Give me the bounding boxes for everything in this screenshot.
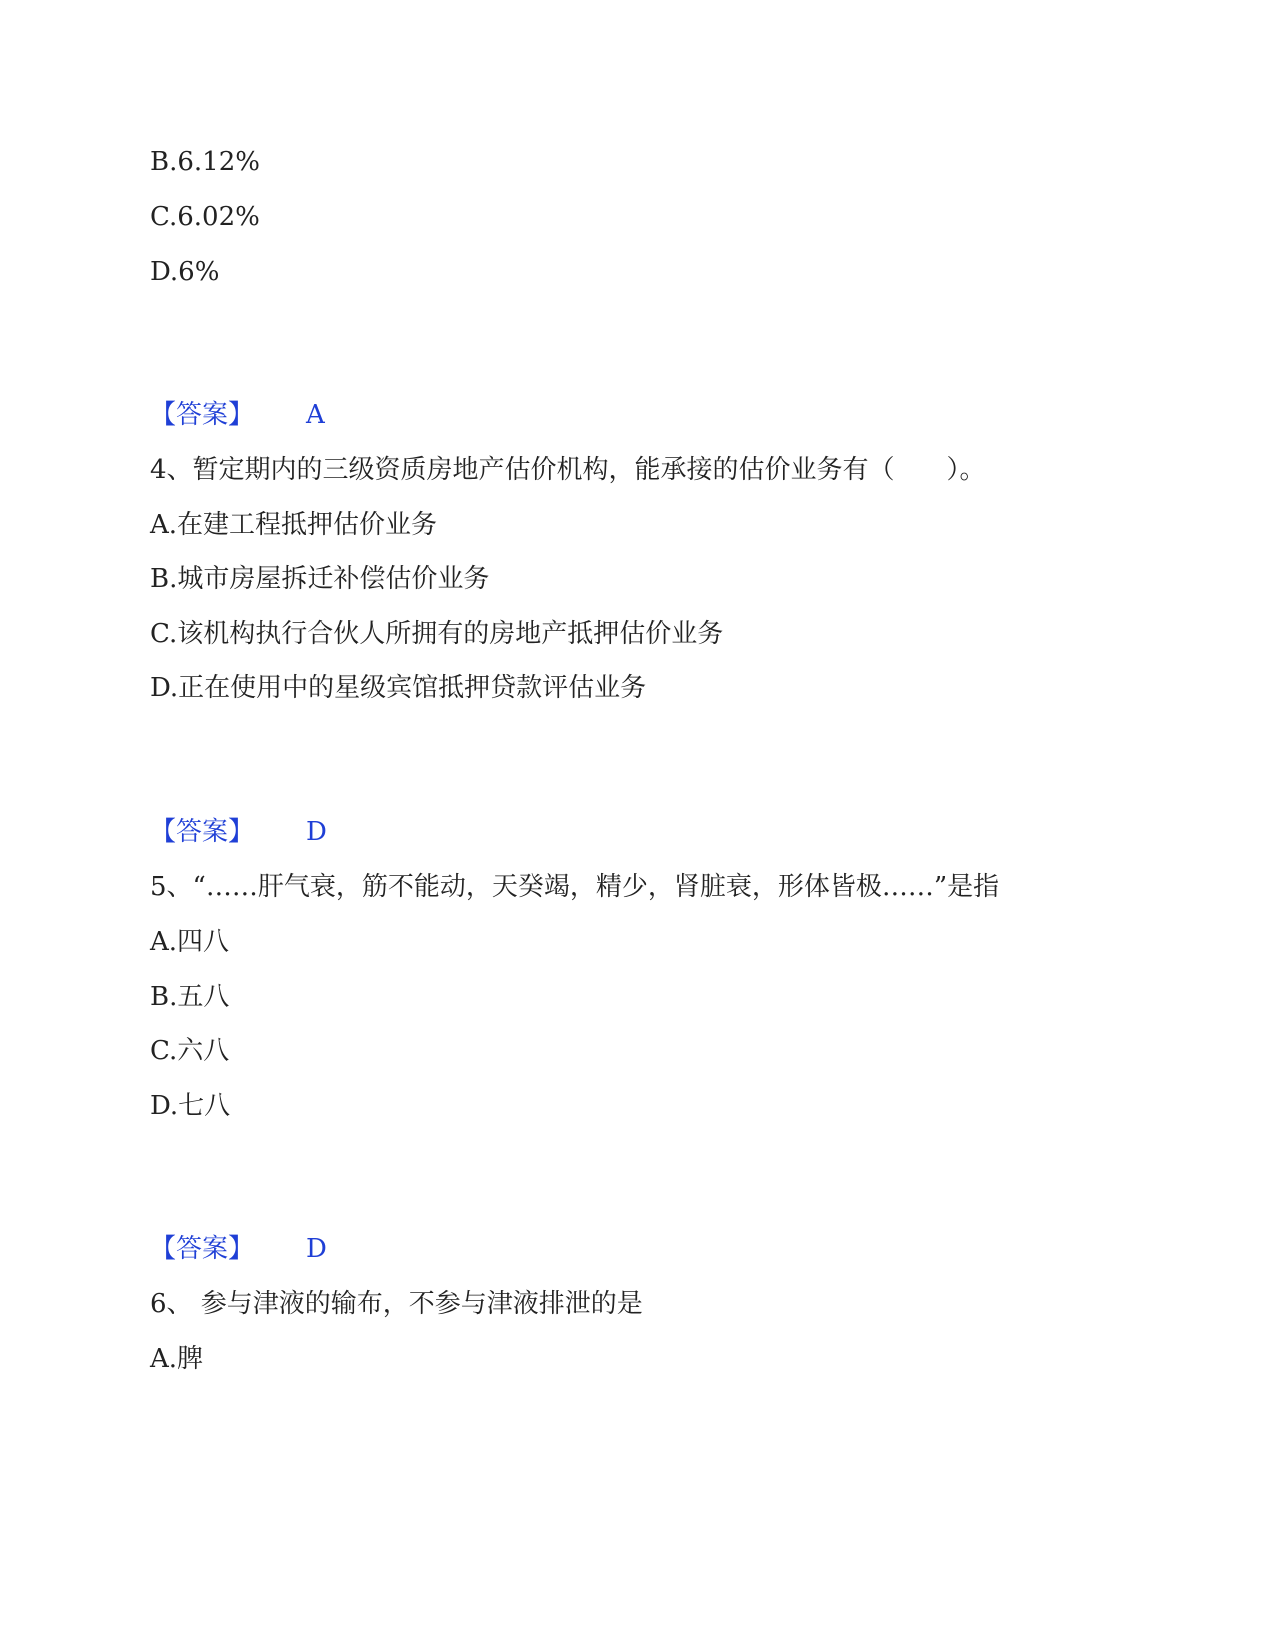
answer-row (150, 1232, 327, 1266)
option-a: A.在建工程抵押估价业务 (150, 510, 438, 540)
answer-label: 【答案】 (150, 817, 255, 847)
question-text: 6、 参与津液的输布，不参与津液排泄的是 (150, 1289, 643, 1319)
option-d: D.七八 (150, 1091, 231, 1121)
answer-value: A (306, 400, 325, 430)
option-b: B.6.12% (150, 147, 260, 177)
option-a: A.四八 (150, 927, 230, 957)
question-text: 5、“……肝气衰，筋不能动，天癸竭，精少，肾脏衰，形体皆极……”是指 (150, 872, 1000, 902)
option-b: B.五八 (150, 982, 230, 1012)
option-d: D.正在使用中的星级宾馆抵押贷款评估业务 (150, 673, 647, 703)
option-c: C.6.02% (150, 202, 260, 232)
option-c: C.该机构执行合伙人所拥有的房地产抵押估价业务 (150, 619, 724, 649)
answer-label: 【答案】 (150, 1234, 255, 1264)
option-d: D.6% (150, 257, 220, 287)
question-text: 4、暂定期内的三级资质房地产估价机构，能承接的估价业务有（ ）。 (150, 455, 986, 485)
answer-value: D (306, 1234, 327, 1264)
answer-label: 【答案】 (150, 400, 255, 430)
option-a: A.脾 (150, 1344, 204, 1374)
answer-row (150, 815, 327, 849)
answer-value: D (306, 817, 327, 847)
answer-row (150, 398, 325, 432)
option-b: B.城市房屋拆迁补偿估价业务 (150, 564, 490, 594)
option-c: C.六八 (150, 1036, 230, 1066)
